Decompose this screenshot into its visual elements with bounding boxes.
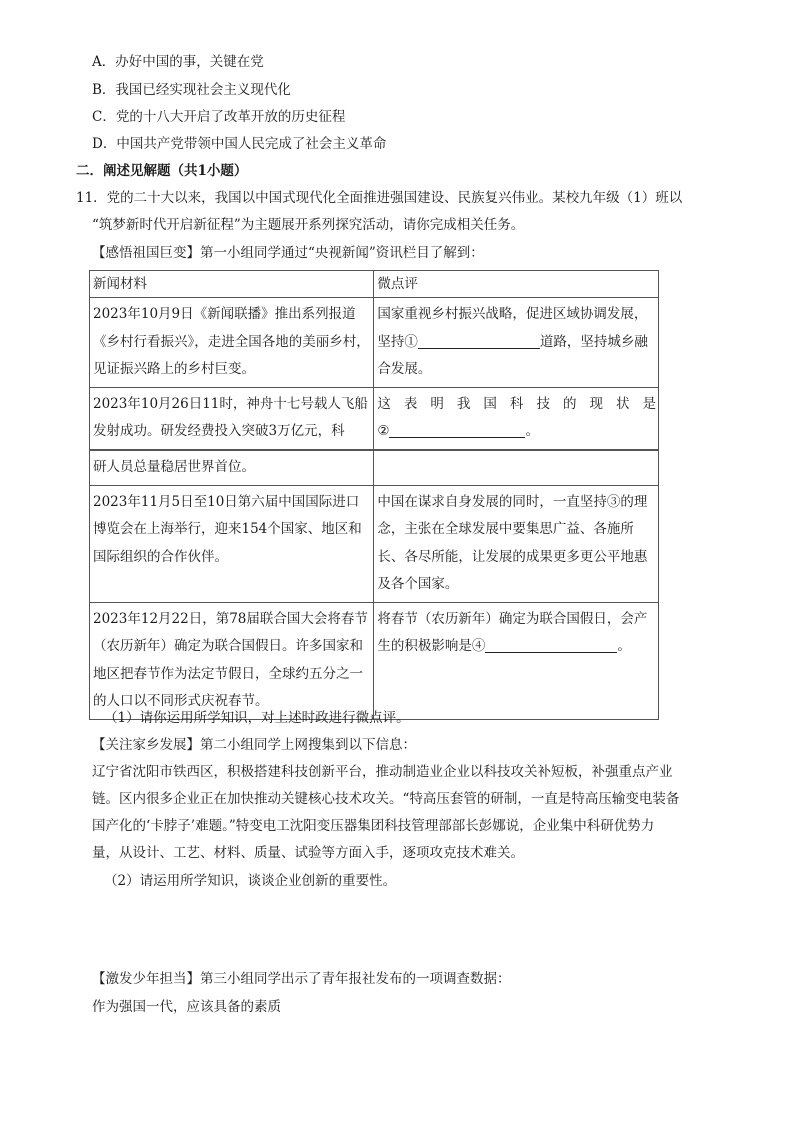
comment-cell-tech (374, 387, 659, 449)
comment-tech-marker: ② (377, 423, 390, 439)
option-d: D．中国共产党带领中国人民完成了社会主义革命 (92, 136, 387, 152)
comment-cell-rural (374, 298, 659, 388)
comment-cell-spring-festival (374, 602, 659, 719)
task1-intro: 【感悟祖国巨变】第一小组同学通过“央视新闻”资讯栏目了解到： (92, 245, 484, 261)
comment-festival-end: 。 (617, 638, 631, 654)
comment-rural-text-a: 国家重视乡村振兴战略，促进区域协调发展，坚持① (377, 306, 648, 350)
comment-cell-expo: 中国在谋求自身发展的同时，一直坚持③的理念，主张在全球发展中要集思广益、各施所长、各尽所能，让发展的成果更多更公平地惠及各个国家。 (374, 485, 659, 602)
comment-rural-text-b: 道路，坚持城乡融合发展。 (377, 333, 648, 377)
header-comment: 微点评 (374, 271, 659, 298)
answer-blank-1[interactable] (418, 332, 540, 349)
comment-cell-empty (374, 451, 659, 486)
sub-question-2: （2）请运用所学知识，谈谈企业创新的重要性。 (104, 873, 397, 889)
news-cell-shenzhou: 2023年10月26日11时，神舟十七号载人飞船发射成功。研发经费投入突破3万亿元，科 (90, 387, 374, 449)
option-a: A．办好中国的事，关键在党 (92, 54, 264, 70)
news-cell-rural: 2023年10月9日《新闻联播》推出系列报道《乡村行看振兴》，走进全国各地的美丽乡村，见证振兴路上的乡村巨变。 (90, 298, 374, 388)
answer-blank-2[interactable] (389, 421, 525, 438)
answer-blank-4[interactable] (485, 636, 617, 653)
question-line-1: 11．党的二十大以来，我国以中国式现代化全面推进强国建设、民族复兴伟业。某校九年级（1）班以 (76, 190, 683, 206)
comment-tech-text-a: 这表明我国科技的现状是 (377, 395, 656, 412)
option-b: B．我国已经实现社会主义现代化 (92, 82, 291, 98)
news-cell-continued: 研人员总量稳居世界首位。 (90, 451, 374, 486)
header-news: 新闻材料 (90, 271, 374, 298)
news-cell-expo: 2023年11月5日至10日第六届中国国际进口博览会在上海举行，迎来154个国家、地区和国际组织的合作伙伴。 (90, 485, 374, 602)
material-line-2: 链。区内很多企业正在加快推动关键核心技术攻关。“特高压套管的研制，一直是特高压输变电装备 (92, 791, 680, 807)
sub-question-1: （1）请你运用所学知识，对上述时政进行微点评。 (104, 710, 410, 726)
task2-intro: 【关注家乡发展】第二小组同学上网搜集到以下信息： (92, 737, 416, 753)
comment-tech-end: 。 (525, 423, 539, 439)
news-table-1 (89, 270, 659, 450)
task3-intro: 【激发少年担当】第三小组同学出示了青年报社发布的一项调查数据： (92, 971, 511, 987)
material-line-3: 国产化的‘卡脖子’难题。”特变电工沈阳变压器集团科技管理部部长彭娜说，企业集中科研优势力 (92, 818, 655, 834)
option-c: C．党的十八大开启了改革开放的历史征程 (92, 109, 346, 125)
survey-title: 作为强国一代，应该具备的素质 (92, 999, 281, 1015)
material-line-1: 辽宁省沈阳市铁西区，积极搭建科技创新平台，推动制造业企业以科技攻关补短板，补强重点产业 (92, 764, 673, 780)
news-table-2 (89, 450, 659, 720)
news-cell-spring-festival: 2023年12月22日，第78届联合国大会将春节（农历新年）确定为联合国假日。许多国家和地区把春节作为法定节假日，全球约五分之一的人口以不同形式庆祝春节。 (90, 602, 374, 719)
material-line-4: 量，从设计、工艺、材料、质量、试验等方面入手，逐项攻克技术难关。 (92, 845, 524, 861)
question-line-2: “筑梦新时代开启新征程”为主题展开系列探究活动，请你完成相关任务。 (92, 217, 525, 233)
section-heading: 二．阐述见解题（共1小题） (76, 163, 248, 179)
comment-festival-text-a: 将春节（农历新年）确定为联合国假日，会产生的积极影响是④ (377, 610, 648, 654)
